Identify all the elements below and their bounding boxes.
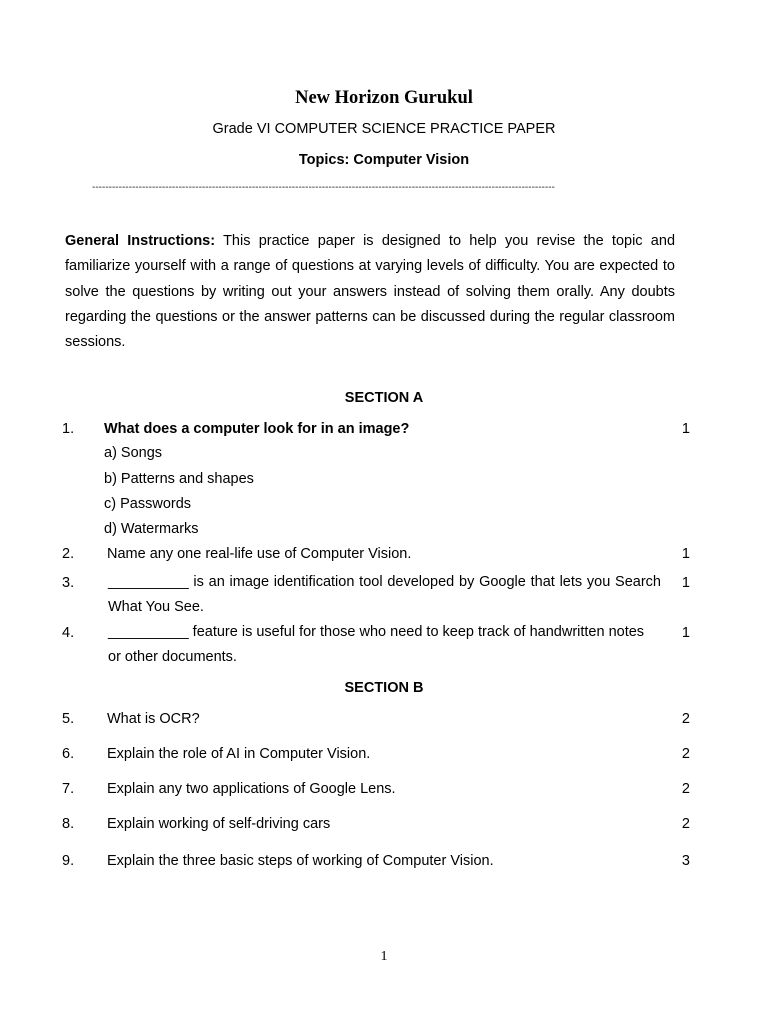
page-number: 1 bbox=[380, 949, 388, 964]
option-c: c) Passwords bbox=[104, 496, 192, 512]
question-text: Explain the three basic steps of working of Computer Vision. bbox=[107, 853, 494, 869]
option-a: a) Songs bbox=[104, 445, 163, 461]
question-marks: 1 bbox=[681, 575, 690, 591]
question-text: What is OCR? bbox=[107, 711, 200, 727]
topics-line: Topics: Computer Vision bbox=[298, 152, 470, 168]
section-b-heading: SECTION B bbox=[344, 680, 424, 696]
question-number: 5. bbox=[62, 711, 75, 727]
question-marks: 1 bbox=[681, 421, 690, 437]
question-number: 6. bbox=[62, 746, 75, 762]
question-text: __________ feature is useful for those who need to keep track of handwritten notes or other documents. bbox=[108, 624, 645, 665]
section-a-heading: SECTION A bbox=[344, 390, 424, 406]
question-number: 3. bbox=[62, 575, 75, 591]
question-marks: 1 bbox=[681, 625, 690, 641]
question-marks: 2 bbox=[681, 781, 690, 797]
question-number: 9. bbox=[62, 853, 75, 869]
question-marks: 3 bbox=[681, 853, 690, 869]
question-number: 1. bbox=[62, 421, 75, 437]
dashed-divider: ------------------------------------------------------------------------------------------------------------------------------------------- bbox=[92, 182, 555, 193]
question-marks: 2 bbox=[681, 816, 690, 832]
question-number: 7. bbox=[62, 781, 75, 797]
question-text: Explain working of self-driving cars bbox=[107, 816, 331, 832]
instructions-label: General Instructions: bbox=[65, 233, 216, 249]
paper-title: Grade VI COMPUTER SCIENCE PRACTICE PAPER bbox=[212, 121, 556, 137]
question-marks: 2 bbox=[681, 746, 690, 762]
question-marks: 2 bbox=[681, 711, 690, 727]
option-d: d) Watermarks bbox=[104, 521, 199, 537]
option-b: b) Patterns and shapes bbox=[104, 471, 254, 487]
question-text: Explain any two applications of Google Lens. bbox=[107, 781, 396, 797]
question-text: Name any one real-life use of Computer Vision. bbox=[107, 546, 412, 562]
question-text: Explain the role of AI in Computer Vision. bbox=[107, 746, 371, 762]
question-number: 2. bbox=[62, 546, 75, 562]
question-marks: 1 bbox=[681, 546, 690, 562]
question-text: __________ is an image identification tool developed by Google that lets you Search What You See. bbox=[108, 574, 661, 615]
question-text: What does a computer look for in an image? bbox=[104, 421, 410, 437]
general-instructions bbox=[65, 229, 675, 355]
question-number: 8. bbox=[62, 816, 75, 832]
school-name: New Horizon Gurukul bbox=[295, 88, 473, 108]
instructions-text: This practice paper is designed to help you revise the topic and familiarize yourself with a range of questions at varying levels of difficulty. You are expected to solve the questions by writing out your answers instead of solving them orally. Any doubts regarding the questions or the answer patterns can be discussed during the regular classroom sessions. bbox=[65, 233, 676, 351]
question-number: 4. bbox=[62, 625, 75, 641]
